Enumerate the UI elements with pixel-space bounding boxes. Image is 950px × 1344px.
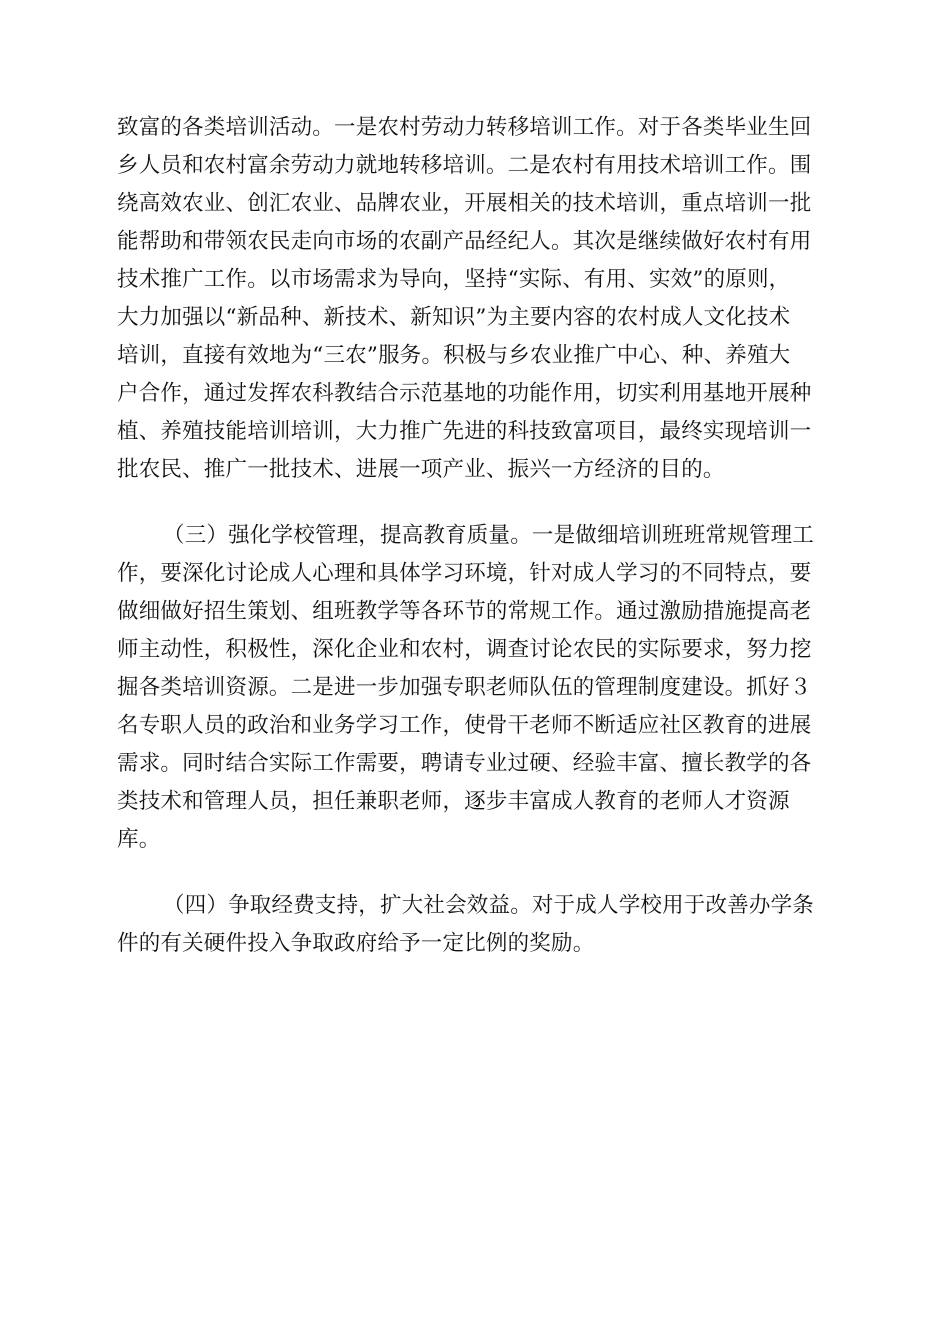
paragraph-school-management (117, 517, 833, 859)
text-line: 件的有关硬件投入争取政府给予一定比例的奖励。 (117, 931, 595, 956)
paragraph-spacer (117, 859, 833, 887)
text-line: 大力加强以“新品种、新技术、新知识”为主要内容的农村成人文化技术 (117, 305, 791, 330)
paragraph-spacer (117, 489, 833, 517)
text-line: 库。 (117, 827, 161, 852)
text-line: 户合作，通过发挥农科教结合示范基地的功能作用，切实利用基地开展种 (117, 381, 812, 406)
text-line: 类技术和管理人员，担任兼职老师，逐步丰富成人教育的老师人才资源 (117, 789, 790, 814)
paragraph-funding-support (117, 887, 833, 963)
text-line: （三）强化学校管理，提高教育质量。一是做细培训班班常规管理工 (163, 523, 815, 548)
text-line: 培训，直接有效地为“三农”服务。积极与乡农业推广中心、种、养殖大 (117, 343, 791, 368)
text-line: 乡人员和农村富余劳动力就地转移培训。二是农村有用技术培训工作。围 (117, 153, 812, 178)
text-line: 绕高效农业、创汇农业、品牌农业，开展相关的技术培训，重点培训一批 (117, 191, 812, 216)
text-line: （四）争取经费支持，扩大社会效益。对于成人学校用于改善办学条 (163, 893, 815, 918)
text-line: 做细做好招生策划、组班教学等各环节的常规工作。通过激励措施提高老 (117, 599, 812, 624)
text-line: 掘各类培训资源。二是进一步加强专职老师队伍的管理制度建设。抓好３ (117, 675, 812, 700)
document-body (117, 109, 833, 963)
text-line: 植、养殖技能培训培训，大力推广先进的科技致富项目，最终实现培训一 (117, 419, 812, 444)
paragraph-training-activities (117, 109, 833, 489)
text-line: 需求。同时结合实际工作需要，聘请专业过硬、经验丰富、擅长教学的各 (117, 751, 812, 776)
text-line: 名专职人员的政治和业务学习工作，使骨干老师不断适应社区教育的进展 (117, 713, 812, 738)
text-line: 批农民、推广一批技术、进展一项产业、振兴一方经济的目的。 (117, 457, 725, 482)
text-line: 致富的各类培训活动。一是农村劳动力转移培训工作。对于各类毕业生回 (117, 115, 812, 140)
text-line: 师主动性，积极性，深化企业和农村，调查讨论农民的实际要求，努力挖 (117, 637, 812, 662)
text-line: 作，要深化讨论成人心理和具体学习环境，针对成人学习的不同特点，要 (117, 561, 812, 586)
text-line: 技术推广工作。以市场需求为导向，坚持“实际、有用、实效”的原则， (117, 267, 791, 292)
text-line: 能帮助和带领农民走向市场的农副产品经纪人。其次是继续做好农村有用 (117, 229, 812, 254)
